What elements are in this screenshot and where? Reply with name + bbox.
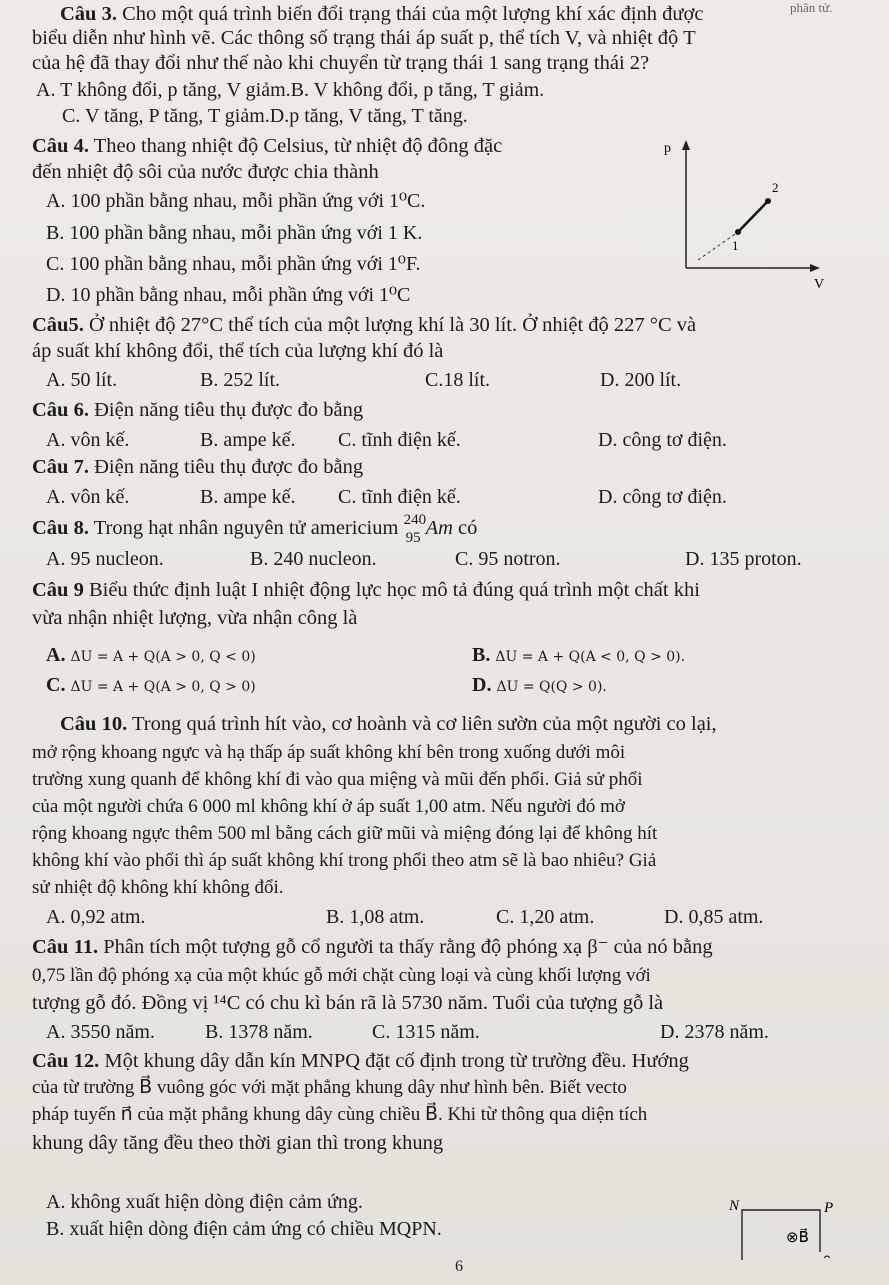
q11-option-d: D. 2378 năm. — [660, 1021, 769, 1043]
q9-option-c — [46, 673, 256, 699]
q12-option-a: A. không xuất hiện dòng điện cảm ứng. — [46, 1191, 363, 1213]
q5-option-b: B. 252 lít. — [200, 369, 281, 391]
q9-option-b — [472, 643, 685, 669]
q6-label: Câu 6. — [32, 399, 89, 421]
q9-c-formula: ΔU = A + Q(A > 0, Q > 0) — [70, 679, 256, 695]
q9-d-label: D. — [472, 674, 492, 696]
q11-label: Câu 11. — [32, 936, 99, 958]
p-axis-arrow-icon — [682, 140, 690, 150]
corner-fragment: phân tử. — [790, 0, 833, 15]
q6-option-b: B. ampe kế. — [200, 429, 296, 451]
q9-b-formula: ΔU = A + Q(A < 0, Q > 0). — [495, 649, 686, 665]
process-line — [738, 201, 768, 232]
state-2-point — [765, 198, 771, 204]
q4-option-b: B. 100 phần bằng nhau, mỗi phần ứng với 1 K. — [46, 222, 423, 244]
p-axis-label: p — [664, 141, 671, 156]
q3-line3: của hệ đã thay đổi như thế nào khi chuyển từ trạng thái 1 sang trạng thái 2? — [32, 52, 650, 74]
state-1-point — [735, 229, 741, 235]
q12-line1 — [32, 1049, 689, 1073]
q10-option-d: D. 0,85 atm. — [664, 906, 764, 928]
q5-option-d: D. 200 lít. — [600, 369, 682, 391]
q10-option-b: B. 1,08 atm. — [326, 906, 425, 928]
q6-option-a: A. vôn kế. — [46, 429, 130, 451]
q7-option-b: B. ampe kế. — [200, 486, 296, 508]
q9-a-formula: ΔU = A + Q(A > 0, Q < 0) — [70, 649, 256, 665]
q12-label: Câu 12. — [32, 1050, 100, 1072]
q12-text1: Một khung dây dẫn kín MNPQ đặt cố định trong từ trường đều. Hướng — [104, 1050, 689, 1072]
q9-option-d — [472, 673, 607, 699]
q8-option-a: A. 95 nucleon. — [46, 548, 164, 570]
q6-line1 — [32, 398, 363, 422]
q8-tail: có — [458, 517, 478, 539]
q10-line6: không khí vào phổi thì áp suất không khí trong phổi theo atm sẽ là bao nhiêu? Giả — [32, 850, 657, 871]
q9-b-label: B. — [472, 644, 491, 666]
q10-label: Câu 10. — [60, 713, 128, 735]
q3-option-a-b: A. T không đổi, p tăng, V giảm.B. V không đổi, p tăng, T giảm. — [36, 79, 545, 101]
q6-text1: Điện năng tiêu thụ được đo bằng — [94, 399, 364, 421]
q9-d-formula: ΔU = Q(Q > 0). — [496, 679, 607, 695]
q12-line4: khung dây tăng đều theo thời gian thì trong khung — [32, 1132, 444, 1154]
q5-text1: Ở nhiệt độ 27°C thể tích của một lượng khí là 30 lít. Ở nhiệt độ 227 °C và — [88, 314, 697, 336]
q4-text1: Theo thang nhiệt độ Celsius, từ nhiệt độ đông đặc — [93, 135, 503, 157]
corner-n-label: N — [729, 1198, 740, 1214]
q3-label: Câu 3. — [60, 3, 117, 25]
q8-line1 — [32, 512, 478, 546]
q7-label: Câu 7. — [32, 456, 89, 478]
q9-option-a — [46, 643, 256, 669]
state-1-label: 1 — [732, 238, 739, 253]
q12-option-b: B. xuất hiện dòng điện cảm ứng có chiều MQPN. — [46, 1218, 442, 1240]
q6-option-d: D. công tơ điện. — [598, 429, 727, 451]
q10-line5: rộng khoang ngực thêm 500 ml bằng cách giữ mũi và miệng đóng lại để không hít — [32, 823, 658, 844]
corner-p-label: P — [824, 1200, 834, 1216]
q7-option-a: A. vôn kế. — [46, 486, 130, 508]
q4-label: Câu 4. — [32, 135, 89, 157]
q8-text1: Trong hạt nhân nguyên tử americium — [93, 517, 399, 539]
q9-a-label: A. — [46, 644, 66, 666]
wire-frame-figure — [720, 1192, 850, 1272]
q7-text1: Điện năng tiêu thụ được đo bằng — [94, 456, 364, 478]
q7-option-d: D. công tơ điện. — [598, 486, 727, 508]
q9-label: Câu 9 — [32, 579, 84, 601]
q3-line2: biểu diễn như hình vẽ. Các thông số trạng thái áp suất p, thể tích V, và nhiệt độ T — [32, 27, 696, 49]
v-axis-arrow-icon — [810, 264, 820, 272]
q11-option-b: B. 1378 năm. — [205, 1021, 313, 1043]
q7-option-c: C. tĩnh điện kế. — [338, 486, 461, 508]
q4-option-c: C. 100 phần bằng nhau, mỗi phần ứng với 1⁰F. — [46, 253, 421, 275]
q10-line2: mở rộng khoang ngực và hạ thấp áp suất không khí bên trong xuống dưới môi — [32, 742, 626, 763]
q4-option-a: A. 100 phần bằng nhau, mỗi phần ứng với 1⁰C. — [46, 190, 426, 212]
q5-option-a: A. 50 lít. — [46, 369, 118, 391]
q10-option-a: A. 0,92 atm. — [46, 906, 146, 928]
q11-line3: tượng gỗ đó. Đồng vị ¹⁴C có chu kì bán rã là 5730 năm. Tuổi của tượng gỗ là — [32, 992, 664, 1014]
pv-graph — [660, 136, 830, 306]
q3-line1 — [60, 2, 703, 26]
q5-option-c: C.18 lít. — [425, 369, 491, 391]
q4-option-d: D. 10 phần bằng nhau, mỗi phần ứng với 1⁰C — [46, 284, 411, 306]
q11-line2: 0,75 lần độ phóng xạ của một khúc gỗ mới chặt cùng loại và cùng khối lượng với — [32, 965, 651, 986]
q5-line2: áp suất khí không đổi, thể tích của lượng khí đó là — [32, 340, 444, 362]
q4-line1 — [32, 134, 502, 158]
q10-text1: Trong quá trình hít vào, cơ hoành và cơ liên sườn của một người co lại, — [131, 713, 717, 735]
q8-label: Câu 8. — [32, 517, 89, 539]
q9-line2: vừa nhận nhiệt lượng, vừa nhận công là — [32, 607, 358, 629]
q9-text1: Biểu thức định luật I nhiệt động lực học mô tả đúng quá trình một chất khi — [88, 579, 700, 601]
page-number: 6 — [455, 1258, 463, 1275]
q10-line3: trường xung quanh để không khí đi vào qua miệng và mũi đến phổi. Giả sử phổi — [32, 769, 643, 790]
q12-line3: pháp tuyến n⃗ của mặt phẳng khung dây cùng chiều B⃗. Khi từ thông qua diện tích — [32, 1104, 648, 1125]
q9-c-label: C. — [46, 674, 66, 696]
q7-line1 — [32, 455, 363, 479]
q4-line2: đến nhiệt độ sôi của nước được chia thành — [32, 161, 379, 183]
q11-line1 — [32, 935, 713, 959]
q11-option-a: A. 3550 năm. — [46, 1021, 155, 1043]
q10-option-c: C. 1,20 atm. — [496, 906, 595, 928]
q8-option-c: C. 95 notron. — [455, 548, 561, 570]
q5-label: Câu5. — [32, 314, 84, 336]
q8-mass-number: 240 — [403, 512, 427, 528]
q8-nuclide-numbers — [403, 512, 427, 546]
q10-line1 — [60, 712, 717, 736]
q8-option-d: D. 135 proton. — [685, 548, 802, 570]
q8-symbol: Am — [425, 517, 453, 539]
corner-mark — [824, 1256, 830, 1258]
q9-line1 — [32, 578, 700, 602]
v-axis-label: V — [814, 277, 825, 292]
q5-line1 — [32, 313, 696, 337]
q6-option-c: C. tĩnh điện kế. — [338, 429, 461, 451]
q3-text1: Cho một quá trình biến đổi trạng thái của một lượng khí xác định được — [122, 3, 704, 25]
q3-option-c-d: C. V tăng, P tăng, T giảm.D.p tăng, V tăng, T tăng. — [62, 105, 468, 127]
q11-option-c: C. 1315 năm. — [372, 1021, 480, 1043]
q10-line7: sử nhiệt độ không khí không đổi. — [32, 877, 284, 898]
magnetic-field-label: ⊗B⃗ — [786, 1230, 809, 1246]
q10-line4: của một người chứa 6 000 ml không khí ở áp suất 1,00 atm. Nếu người đó mở — [32, 796, 625, 817]
state-2-label: 2 — [772, 180, 779, 195]
q12-line2: của từ trường B⃗ vuông góc với mặt phẳng khung dây như hình bên. Biết vecto — [32, 1077, 627, 1098]
q8-option-b: B. 240 nucleon. — [250, 548, 377, 570]
q11-text1: Phân tích một tượng gỗ cổ người ta thấy rằng độ phóng xạ β⁻ của nó bằng — [103, 936, 713, 958]
q8-atomic-number: 95 — [405, 530, 421, 546]
